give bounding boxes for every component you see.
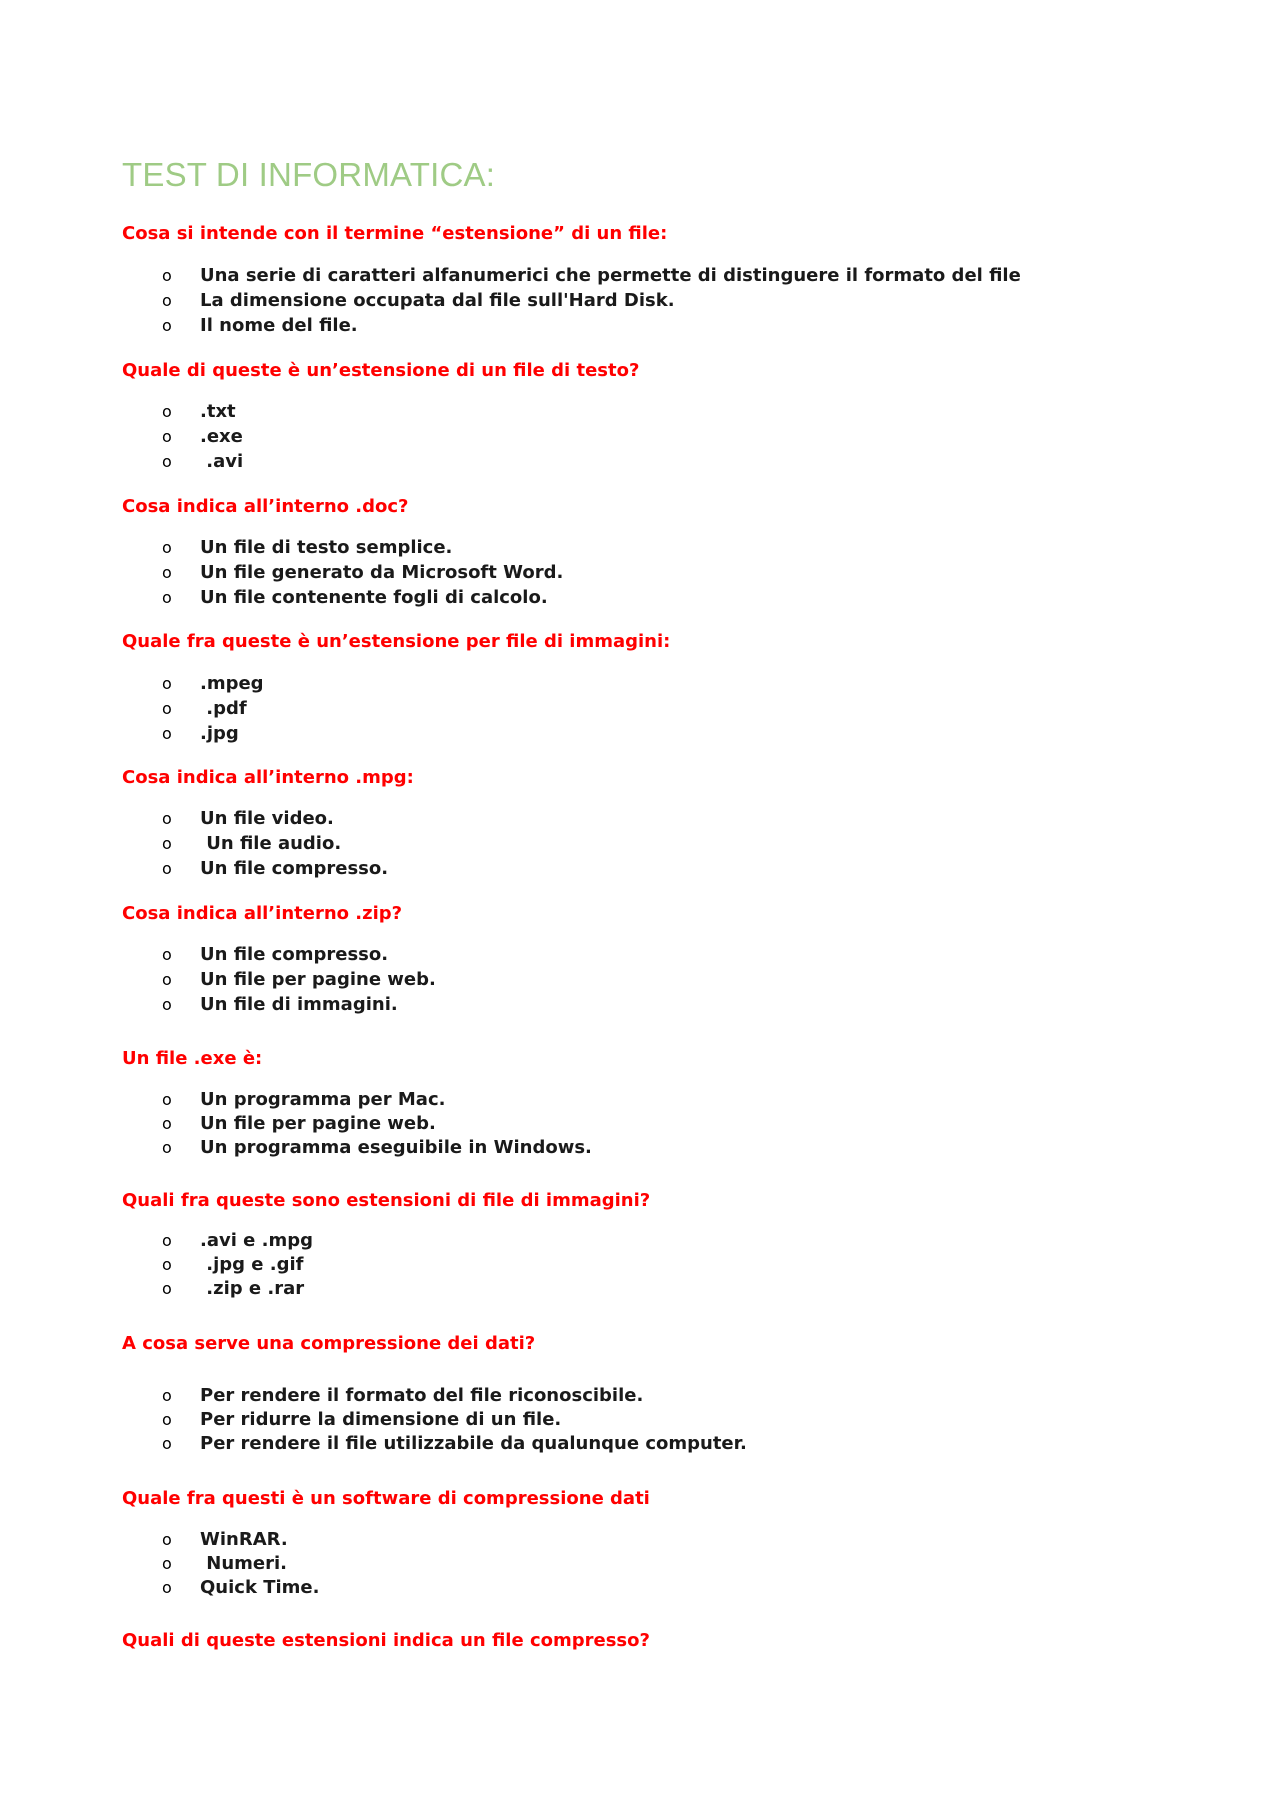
bullet-icon: o [162, 1114, 172, 1133]
bullet-icon: o [162, 1090, 172, 1109]
answer-text: Numeri. [200, 1553, 287, 1574]
question-text: Cosa indica all’interno .doc? [122, 496, 409, 517]
bullet-icon: o [162, 316, 172, 335]
question-text: Cosa indica all’interno .zip? [122, 903, 403, 924]
bullet-icon: o [162, 995, 172, 1014]
bullet-icon: o [162, 266, 172, 285]
answer-text: Un file audio. [200, 833, 342, 854]
answer-text: Un programma eseguibile in Windows. [200, 1137, 592, 1158]
bullet-icon: o [162, 452, 172, 471]
bullet-icon: o [162, 588, 172, 607]
answer-text: Un file compresso. [200, 858, 389, 879]
answer-text: Un file generato da Microsoft Word. [200, 562, 564, 583]
bullet-icon: o [162, 834, 172, 853]
bullet-icon: o [162, 1578, 172, 1597]
question-text: Cosa indica all’interno .mpg: [122, 767, 414, 788]
question-text: A cosa serve una compressione dei dati? [122, 1333, 536, 1354]
question-text: Quali fra queste sono estensioni di file di immagini? [122, 1190, 651, 1211]
answer-text: .exe [200, 426, 243, 447]
bullet-icon: o [162, 809, 172, 828]
answer-text: .jpg [200, 723, 239, 744]
answer-text: Un file di testo semplice. [200, 537, 453, 558]
answer-text: Quick Time. [200, 1577, 320, 1598]
bullet-icon: o [162, 402, 172, 421]
answer-text: Un programma per Mac. [200, 1089, 446, 1110]
answer-text: Il nome del file. [200, 315, 358, 336]
bullet-icon: o [162, 1554, 172, 1573]
bullet-icon: o [162, 427, 172, 446]
bullet-icon: o [162, 563, 172, 582]
answer-text: Un file contenente fogli di calcolo. [200, 587, 548, 608]
answer-text: Un file compresso. [200, 944, 389, 965]
bullet-icon: o [162, 1231, 172, 1250]
bullet-icon: o [162, 291, 172, 310]
question-text: Cosa si intende con il termine “estensione” di un file: [122, 223, 668, 244]
bullet-icon: o [162, 1410, 172, 1429]
answer-text: .avi e .mpg [200, 1230, 313, 1251]
bullet-icon: o [162, 724, 172, 743]
answer-text: .pdf [200, 698, 247, 719]
answer-text: .txt [200, 401, 236, 422]
bullet-icon: o [162, 1386, 172, 1405]
answer-text: Un file di immagini. [200, 994, 398, 1015]
answer-text: Un file video. [200, 808, 334, 829]
question-text: Un file .exe è: [122, 1048, 263, 1069]
bullet-icon: o [162, 1279, 172, 1298]
answer-text: Un file per pagine web. [200, 1113, 436, 1134]
bullet-icon: o [162, 1138, 172, 1157]
answer-text: .zip e .rar [200, 1278, 305, 1299]
bullet-icon: o [162, 1255, 172, 1274]
bullet-icon: o [162, 945, 172, 964]
bullet-icon: o [162, 699, 172, 718]
question-text: Quale fra queste è un’estensione per file di immagini: [122, 631, 671, 652]
answer-text: Per rendere il formato del file riconoscibile. [200, 1385, 644, 1406]
answer-text: La dimensione occupata dal file sull'Hard Disk. [200, 290, 675, 311]
bullet-icon: o [162, 1434, 172, 1453]
answer-text: Una serie di caratteri alfanumerici che permette di distinguere il formato del file [200, 265, 1021, 286]
question-text: Quali di queste estensioni indica un file compresso? [122, 1630, 650, 1651]
answer-text: .mpeg [200, 673, 264, 694]
question-text: Quale fra questi è un software di compressione dati [122, 1488, 650, 1509]
bullet-icon: o [162, 538, 172, 557]
answer-text: Un file per pagine web. [200, 969, 436, 990]
answer-text: Per rendere il file utilizzabile da qualunque computer. [200, 1433, 747, 1454]
bullet-icon: o [162, 674, 172, 693]
answer-text: .jpg e .gif [200, 1254, 304, 1275]
bullet-icon: o [162, 970, 172, 989]
page-title: TEST DI INFORMATICA: [122, 156, 496, 193]
bullet-icon: o [162, 859, 172, 878]
question-text: Quale di queste è un’estensione di un file di testo? [122, 360, 640, 381]
answer-text: .avi [200, 451, 244, 472]
answer-text: WinRAR. [200, 1529, 288, 1550]
answer-text: Per ridurre la dimensione di un file. [200, 1409, 562, 1430]
bullet-icon: o [162, 1530, 172, 1549]
